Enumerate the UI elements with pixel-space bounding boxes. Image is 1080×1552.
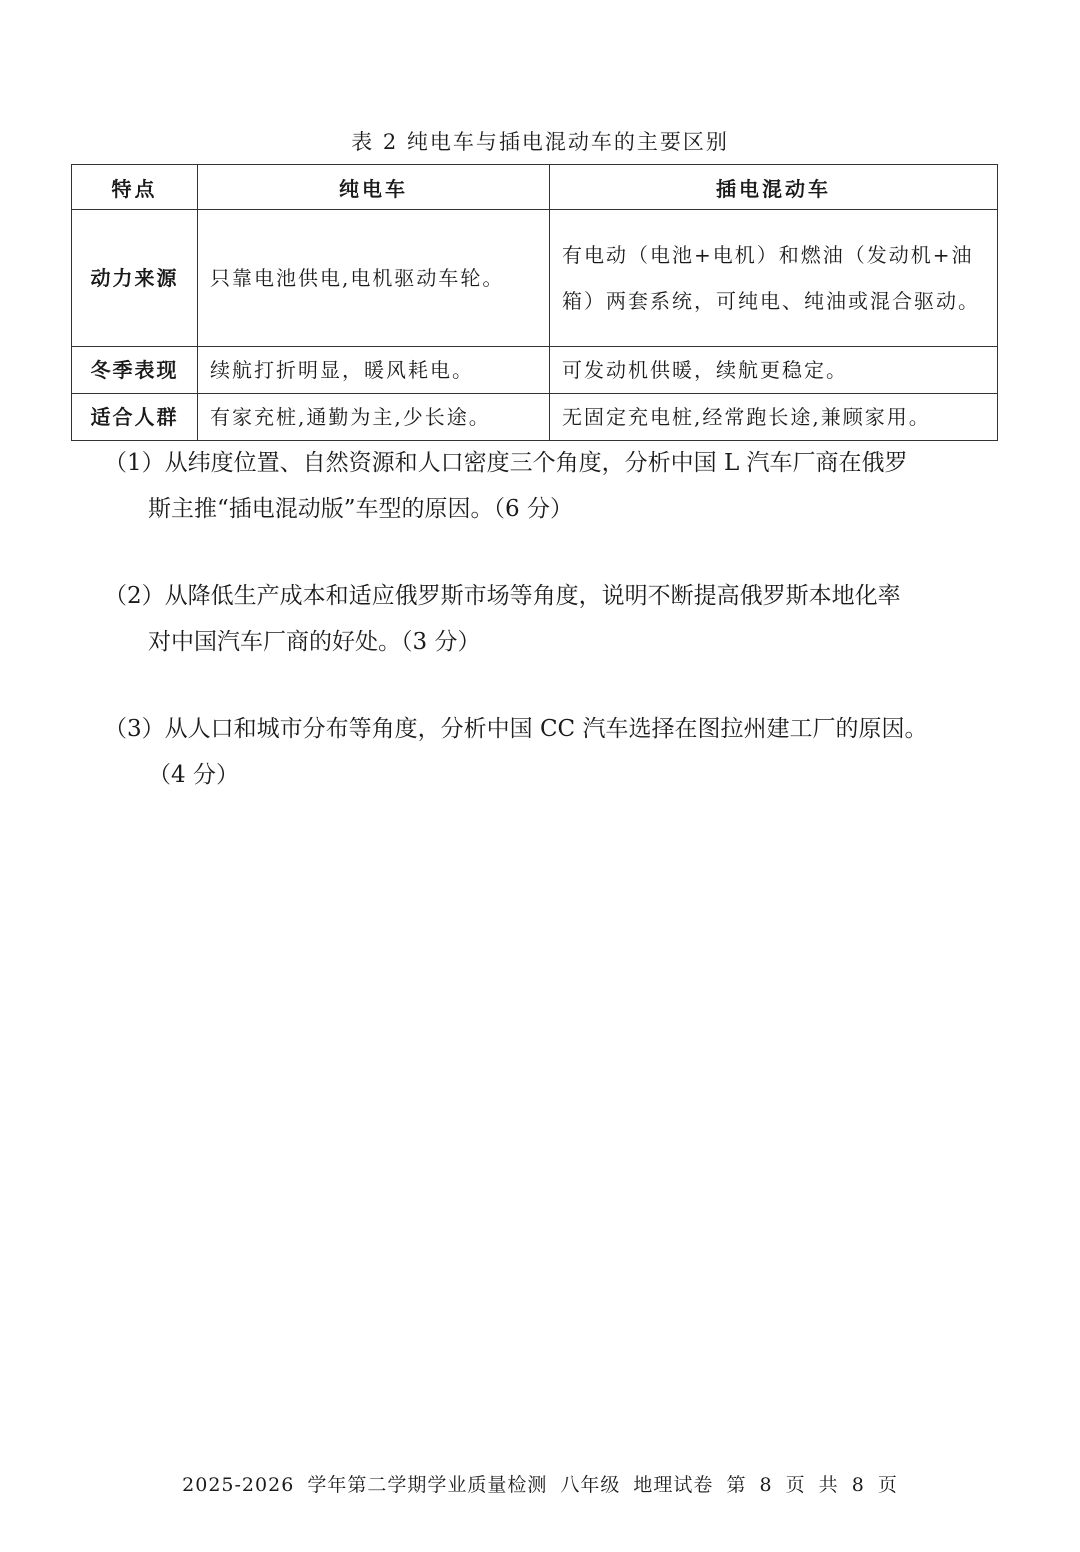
cell-ev-winter-performance: 续航打折明显，暖风耗电。 [198,347,550,394]
question-1 [104,440,984,532]
cell-phev-winter-performance: 可发动机供暖，续航更稳定。 [550,347,998,394]
question-number: （1） [104,450,165,476]
question-text: 从降低生产成本和适应俄罗斯市场等角度，说明不断提高俄罗斯本地化率 [164,583,901,609]
row-label-power-source: 动力来源 [72,210,198,347]
question-text-continued: 对中国汽车厂商的好处。（3 分） [148,629,481,655]
header-pure-ev: 纯电车 [198,165,550,210]
cell-phev-power-source: 有电动（电池+电机）和燃油（发动机+油箱）两套系统，可纯电、纯油或混合驱动。 [550,210,998,347]
table-header-row [72,165,998,210]
question-3 [104,706,984,798]
question-number: （3） [104,716,165,742]
header-phev: 插电混动车 [550,165,998,210]
page-footer: 2025-2026 学年第二学期学业质量检测 八年级 地理试卷 第 8 页 共 8 页 [182,1474,898,1496]
table-caption: 表 2 纯电车与插电混动车的主要区别 [351,130,729,154]
question-number: （2） [104,583,165,609]
cell-ev-power-source: 只靠电池供电,电机驱动车轮。 [198,210,550,347]
cell-phev-suitable-users: 无固定充电桩,经常跑长途,兼顾家用。 [550,394,998,441]
question-text: 从纬度位置、自然资源和人口密度三个角度，分析中国 L 汽车厂商在俄罗 [164,450,908,476]
question-text-continued: （4 分） [148,762,239,788]
row-label-winter-performance: 冬季表现 [72,347,198,394]
row-label-suitable-users: 适合人群 [72,394,198,441]
header-feature: 特点 [72,165,198,210]
table-row [72,347,998,394]
comparison-table [71,164,998,441]
table-row [72,210,998,347]
question-2 [104,573,984,665]
cell-ev-suitable-users: 有家充桩,通勤为主,少长途。 [198,394,550,441]
question-text: 从人口和城市分布等角度，分析中国 CC 汽车选择在图拉州建工厂的原因。 [164,716,928,742]
question-text-continued: 斯主推“插电混动版”车型的原因。（6 分） [148,496,573,522]
table-row [72,394,998,441]
